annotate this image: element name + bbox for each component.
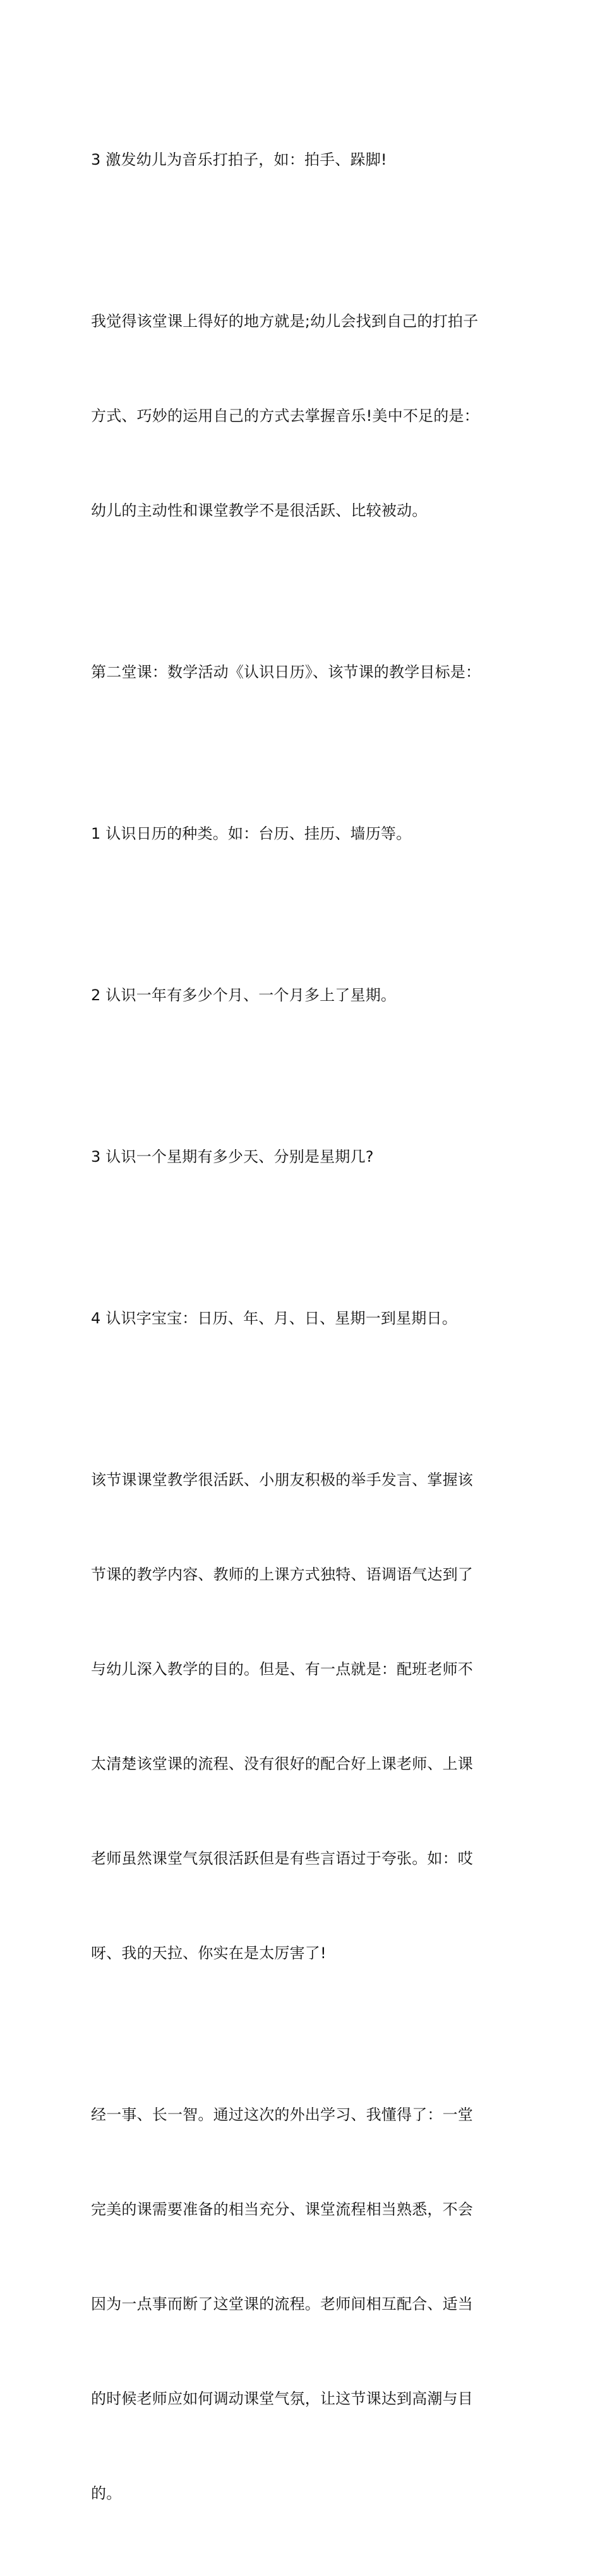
text-line: 经一事、长一智。通过这次的外出学习、我懂得了：一堂 [91,2106,473,2124]
paragraph [91,1239,508,1397]
text-line: 2 认识一年有多少个月、一个月多上了星期。 [91,986,397,1004]
text-line: 1 认识日历的种类。如：台历、挂历、墙历等。 [91,825,412,842]
paragraph [91,81,508,239]
text-line: 呀、我的天拉、你实在是太厉害了! [91,1944,327,1962]
paragraph [91,1078,508,1236]
text-line: 方式、巧妙的运用自己的方式去掌握音乐!美中不足的是： [91,407,479,425]
text-line: 3 认识一个星期有多少天、分别是星期几? [91,1148,374,1166]
text-line: 太清楚该堂课的流程、没有很好的配合好上课老师、上课 [91,1755,473,1773]
paragraph [91,593,508,751]
text-line: 老师虽然课堂气氛很活跃但是有些言语过于夸张。如：哎 [91,1850,473,1867]
paragraph [91,916,508,1074]
text-line: 完美的课需要准备的相当充分、课堂流程相当熟悉，不会 [91,2201,473,2218]
paragraph [91,755,508,913]
text-line: 节课的教学内容、教师的上课方式独特、语调语气达到了 [91,1566,473,1583]
paragraph [91,2036,508,2572]
text-line: 4 认识字宝宝：日历、年、月、日、星期一到星期日。 [91,1309,457,1327]
text-line: 我觉得该堂课上得好的地方就是;幼儿会找到自己的打拍子 [91,312,479,330]
text-line: 的时候老师应如何调动课堂气氛，让这节课达到高潮与目 [91,2390,473,2408]
text-line: 第二堂课：数学活动《认识日历》、该节课的教学目标是： [91,663,481,681]
text-line: 与幼儿深入教学的目的。但是、有一点就是：配班老师不 [91,1660,473,1678]
paragraph [91,242,508,589]
text-line: 因为一点事而断了这堂课的流程。老师间相互配合、适当 [91,2295,473,2313]
text-line: 幼儿的主动性和课堂教学不是很活跃、比较被动。 [91,502,428,519]
text-line: 该节课课堂教学很活跃、小朋友积极的举手发言、掌握该 [91,1471,473,1489]
paragraph [91,1401,508,2032]
text-line: 3 激发幼儿为音乐打拍子，如：拍手、跺脚! [91,151,387,168]
text-line: 的。 [91,2484,122,2502]
document-body [91,81,508,2576]
